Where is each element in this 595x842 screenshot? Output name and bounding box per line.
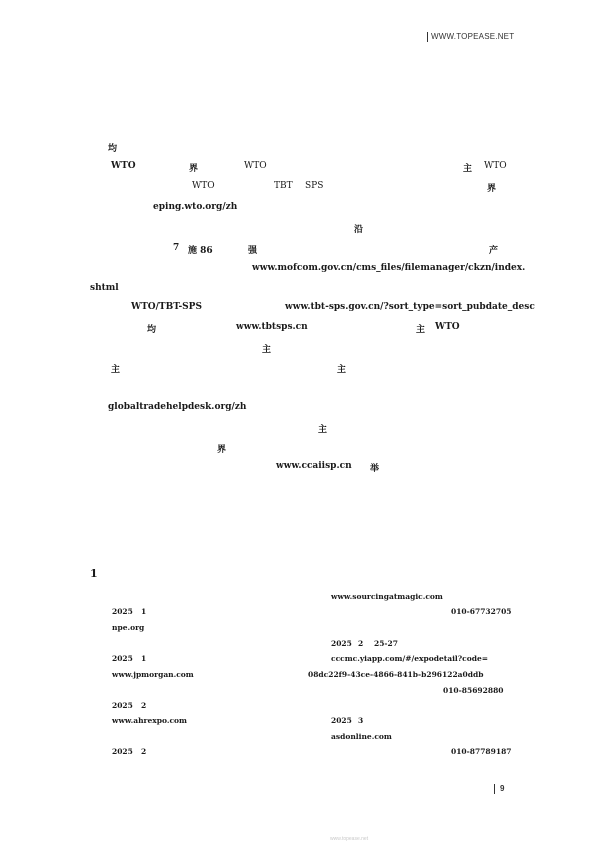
body-text: 施 86 [188, 246, 213, 256]
body-text: SPS [305, 181, 324, 191]
event-website[interactable]: npe.org [112, 623, 145, 632]
body-text: WTO/TBT-SPS [131, 302, 202, 312]
event-year: 2025 [112, 701, 133, 710]
section-number: 1 [90, 567, 98, 580]
body-text: 产 [489, 246, 499, 256]
body-text: TBT [274, 181, 293, 191]
body-text: 均 [147, 325, 157, 335]
page-number: 9 [500, 784, 505, 793]
body-text: 界 [189, 164, 199, 174]
website-link[interactable]: www.tbtsps.cn [236, 322, 308, 332]
body-text: WTO [244, 161, 267, 171]
event-website[interactable]: cccmc.yiapp.com/#/expodetail?code= [331, 654, 489, 663]
event-year: 2025 [112, 747, 133, 756]
body-text: 7 [173, 243, 180, 253]
event-phone: 010-85692880 [443, 686, 504, 695]
body-text: WTO [484, 161, 507, 171]
event-phone: 010-67732705 [451, 607, 512, 616]
event-year: 2025 [331, 639, 352, 648]
body-text: 界 [217, 445, 227, 455]
header-divider [427, 32, 428, 42]
body-text: 沿 [354, 225, 364, 235]
event-website[interactable]: asdonline.com [331, 732, 392, 741]
body-text: 主 [337, 365, 347, 375]
event-website[interactable]: 08dc22f9-43ce-4866-841b-b296122a0ddb [308, 670, 484, 679]
body-text: WTO [111, 161, 136, 171]
event-phone: 010-87789187 [451, 747, 512, 756]
event-month: 2 [141, 701, 147, 710]
body-text: 界 [487, 184, 497, 194]
header-site-url[interactable]: WWW.TOPEASE.NET [431, 32, 515, 41]
event-year: 2025 [331, 716, 352, 725]
body-text: 主 [111, 365, 121, 375]
page-number-divider [494, 784, 495, 794]
body-text: WTO [192, 181, 215, 191]
body-text: WTO [435, 322, 460, 332]
event-dates: 25-27 [374, 639, 398, 648]
event-website[interactable]: www.ahrexpo.com [112, 716, 187, 725]
website-link[interactable]: www.ccaiisp.cn [276, 461, 352, 471]
event-month: 2 [358, 639, 364, 648]
body-text: 主 [416, 325, 426, 335]
event-month: 1 [141, 607, 147, 616]
event-website[interactable]: www.sourcingatmagic.com [331, 592, 443, 601]
website-link[interactable]: shtml [90, 283, 119, 293]
website-link[interactable]: www.tbt-sps.gov.cn/?sort_type=sort_pubdate_desc [285, 302, 535, 312]
event-month: 1 [141, 654, 147, 663]
body-text: 举 [370, 464, 380, 474]
body-text: 主 [463, 164, 473, 174]
footer-watermark: www.topease.net [330, 836, 369, 842]
event-month: 2 [141, 747, 147, 756]
website-link[interactable]: eping.wto.org/zh [153, 202, 238, 212]
body-text: 均 [108, 144, 118, 154]
event-website[interactable]: www.jpmorgan.com [112, 670, 194, 679]
event-month: 3 [358, 716, 364, 725]
event-year: 2025 [112, 607, 133, 616]
website-link[interactable]: www.mofcom.gov.cn/cms_files/filemanager/ckzn/index. [252, 263, 526, 273]
body-text: 主 [318, 425, 328, 435]
body-text: 主 [262, 345, 272, 355]
website-link[interactable]: globaltradehelpdesk.org/zh [108, 402, 247, 412]
event-year: 2025 [112, 654, 133, 663]
body-text: 强 [248, 246, 258, 256]
